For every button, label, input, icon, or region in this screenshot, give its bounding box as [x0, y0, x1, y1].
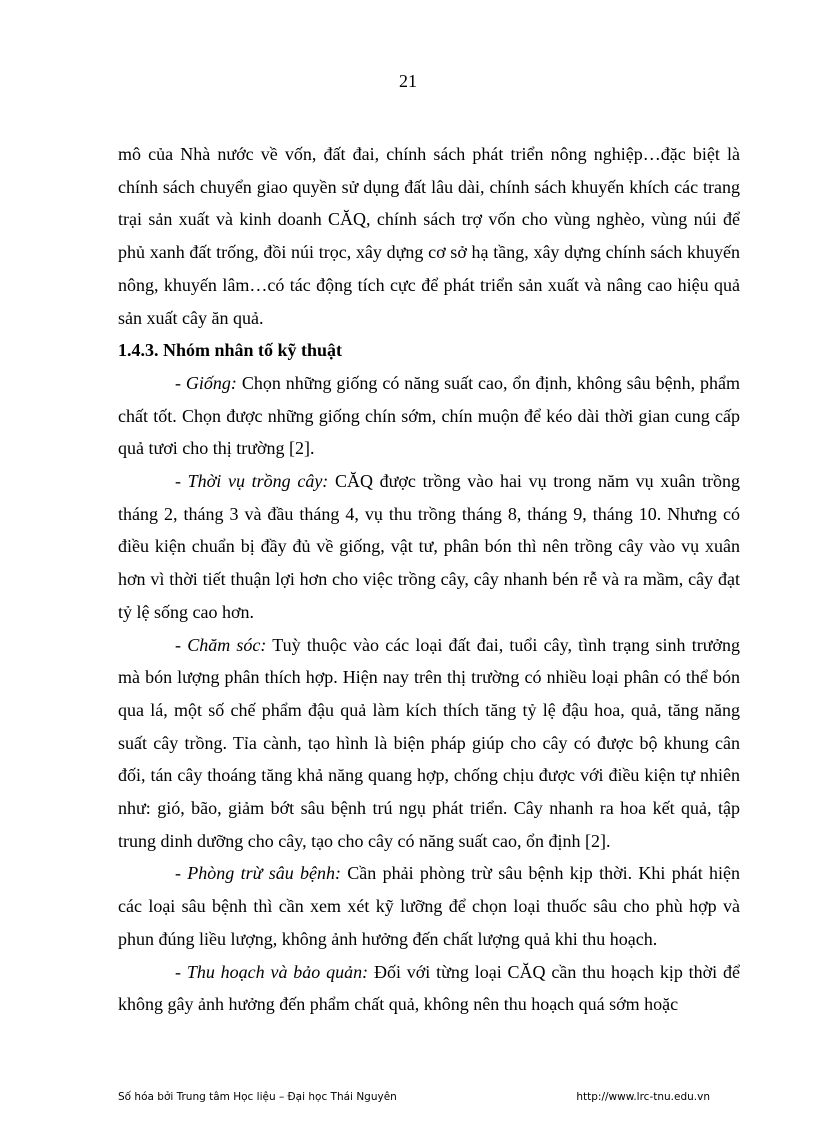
item-text-thoi-vu: CĂQ được trồng vào hai vụ trong năm vụ xuân trồng tháng 2, tháng 3 và đầu tháng 4, vụ thu trồng tháng 8, tháng 9, tháng 10. Nhưng có điều kiện chuẩn bị đầy đủ về giống, vật tư, phân bón thì nên trồng cây vào vụ xuân hơn vì thời tiết thuận lợi hơn cho việc trồng cây, cây nhanh bén rễ và ra mầm, cây đạt tỷ lệ sống cao hơn. [118, 471, 740, 622]
paragraph-thu-hoach [118, 956, 740, 1021]
item-label-phong-tru: - Phòng trừ sâu bệnh: [175, 863, 341, 884]
body-text [118, 138, 740, 1021]
paragraph-cham-soc [118, 629, 740, 858]
paragraph-thoi-vu [118, 465, 740, 629]
item-label-cham-soc: - Chăm sóc: [175, 634, 267, 655]
item-label-giong: - Giống: [175, 372, 237, 393]
page-number: 21 [399, 71, 417, 91]
footer-url: http://www.lrc-tnu.edu.vn [576, 1091, 710, 1103]
footer-source: Số hóa bởi Trung tâm Học liệu – Đại học Thái Nguyên [118, 1091, 397, 1103]
item-text-thu-hoach: Đối với từng loại CĂQ cần thu hoạch kịp thời để không gây ảnh hưởng đến phẩm chất quả, không nên thu hoạch quá sớm hoặc [118, 961, 740, 1015]
paragraph-giong [118, 367, 740, 465]
page-footer [118, 1090, 710, 1104]
item-label-thu-hoach: - Thu hoạch và bảo quản: [175, 961, 369, 982]
item-text-cham-soc: Tuỳ thuộc vào các loại đất đai, tuổi cây, tình trạng sinh trưởng mà bón lượng phân thích hợp. Hiện nay trên thị trường có nhiều loại phân có thể bón qua lá, một số chế phẩm đậu quả làm kích thích tăng tỷ lệ đậu hoa, quả, tăng năng suất cây trồng. Tỉa cành, tạo hình là biện pháp giúp cho cây có được bộ khung cân đối, tán cây thoáng tăng khả năng quang hợp, chống chịu được với điều kiện tự nhiên như: gió, bão, giảm bớt sâu bệnh trú ngụ phát triển. Cây nhanh ra hoa kết quả, tập trung dinh dưỡng cho cây, tạo cho cây có năng suất cao, ổn định [2]. [118, 634, 740, 851]
paragraph-phong-tru [118, 857, 740, 955]
item-text-giong: Chọn những giống có năng suất cao, ổn định, không sâu bệnh, phẩm chất tốt. Chọn được những giống chín sớm, chín muộn để kéo dài thời gian cung cấp quả tươi cho thị trường [2]. [118, 372, 740, 459]
section-heading: 1.4.3. Nhóm nhân tố kỹ thuật [118, 340, 343, 361]
item-label-thoi-vu: - Thời vụ trồng cây: [175, 471, 329, 492]
intro-paragraph: mô của Nhà nước về vốn, đất đai, chính sách phát triển nông nghiệp…đặc biệt là chính sách chuyển giao quyền sử dụng đất lâu dài, chính sách khuyến khích các trang trại sản xuất và kinh doanh CĂQ, chính sách trợ vốn cho vùng nghèo, vùng núi để phủ xanh đất trống, đồi núi trọc, xây dựng cơ sở hạ tầng, xây dựng chính sách khuyến nông, khuyến lâm…có tác động tích cực để phát triển sản xuất và nâng cao hiệu quả sản xuất cây ăn quả. [118, 144, 740, 328]
item-text-phong-tru: Cần phải phòng trừ sâu bệnh kịp thời. Khi phát hiện các loại sâu bệnh thì cần xem xét kỹ lưỡng để chọn loại thuốc sâu cho phù hợp và phun đúng liều lượng, không ảnh hưởng đến chất lượng quả khi thu hoạch. [118, 863, 740, 949]
